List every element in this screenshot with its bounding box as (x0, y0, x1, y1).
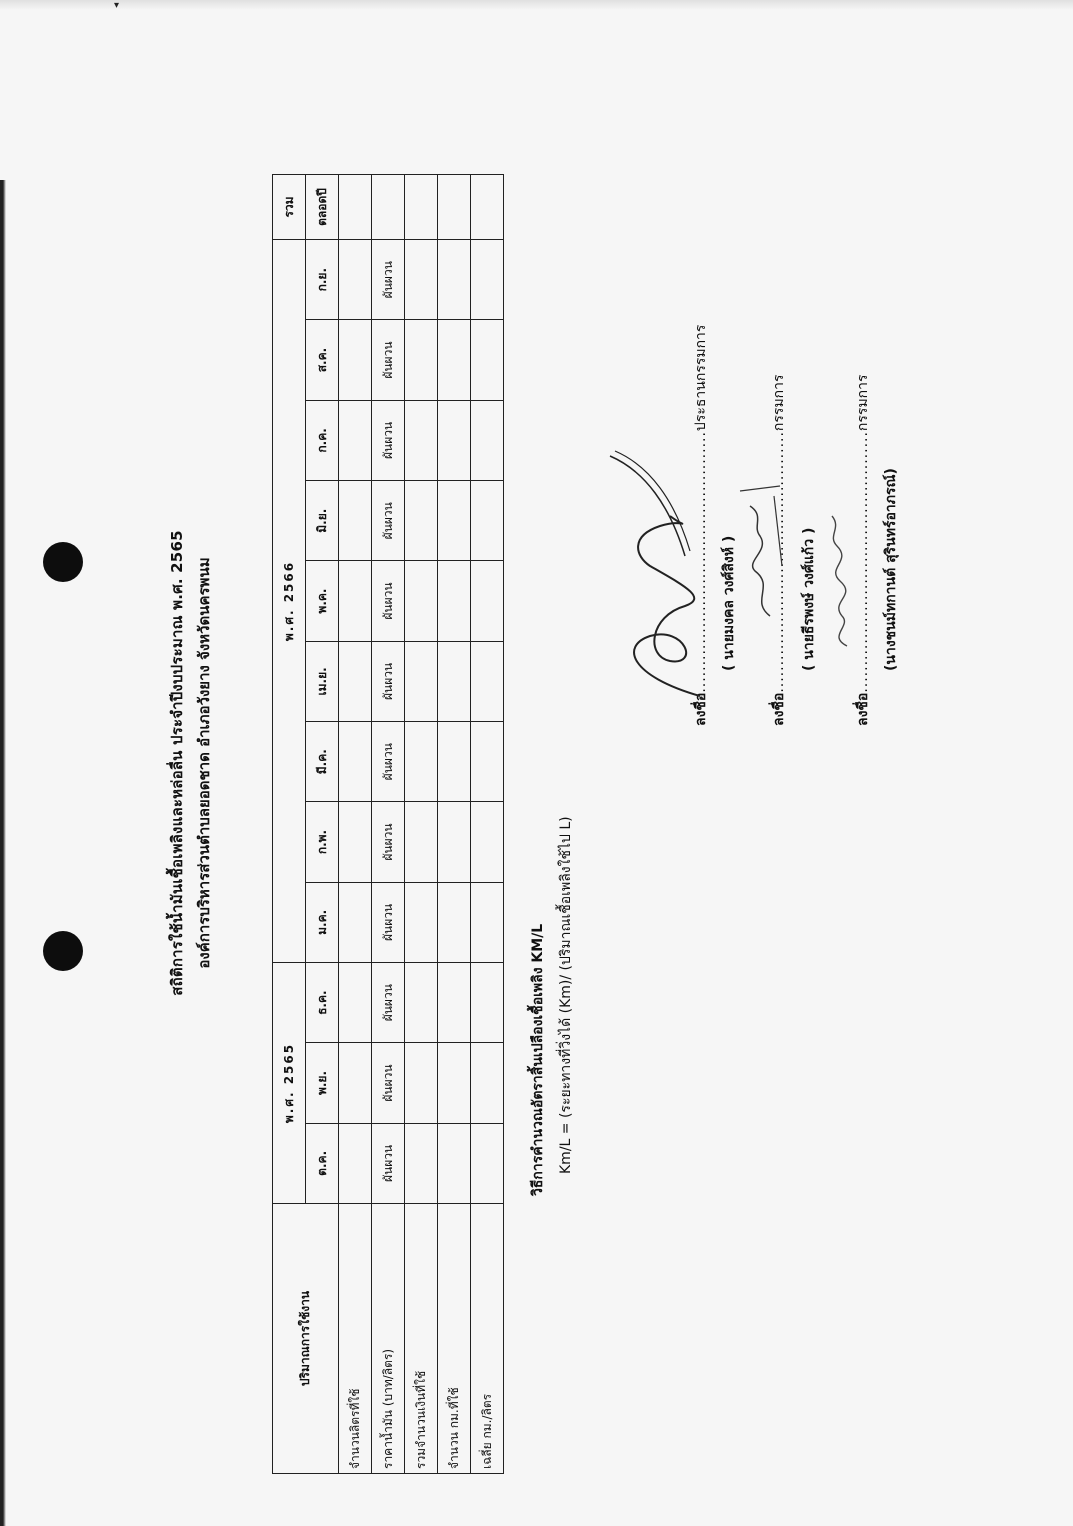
table-cell (438, 320, 471, 400)
table-cell (438, 481, 471, 561)
table-cell (405, 641, 438, 721)
table-cell: ผันผวน (372, 882, 405, 962)
table-cell: ผันผวน (372, 240, 405, 320)
month-header: มิ.ย. (306, 481, 339, 561)
table-cell: ผันผวน (372, 802, 405, 882)
month-header: ก.ค. (306, 400, 339, 480)
year-2565-header: พ.ศ. 2565 (273, 963, 306, 1204)
table-cell (339, 1123, 372, 1203)
table-cell (471, 963, 504, 1043)
table-cell (405, 400, 438, 480)
table-row (438, 175, 471, 1474)
document-subtitle: องค์การบริหารส่วนตำบลยอดชาด อำเภอวังยาง จังหวัดนครพนม (195, 557, 213, 969)
table-cell: ผันผวน (372, 722, 405, 802)
table-row (405, 175, 438, 1474)
table-cell: ผันผวน (372, 320, 405, 400)
table-cell: ผันผวน (372, 963, 405, 1043)
month-header: ต.ค. (306, 1123, 339, 1203)
table-cell (471, 641, 504, 721)
table-cell (405, 320, 438, 400)
signer-role: ประธานกรรมการ (693, 324, 709, 432)
handwritten-signature-chairman (590, 446, 730, 706)
month-header: เม.ย. (306, 641, 339, 721)
total-header: รวม (273, 175, 306, 240)
signature-dots: ................................................ (855, 431, 871, 693)
document-title: สถิติการใช้น้ำมันเชื้อเพลิงและหล่อลื่น ประจำปีงบประมาณ พ.ศ. 2565 (168, 530, 186, 996)
table-cell (471, 481, 504, 561)
row-label: จำนวน กม.ที่ใช้ (438, 1204, 471, 1474)
table-cell: ผันผวน (372, 641, 405, 721)
table-cell (405, 1123, 438, 1203)
month-header: ส.ค. (306, 320, 339, 400)
table-cell (471, 802, 504, 882)
scan-mark: ▾ (114, 0, 120, 11)
table-cell (471, 882, 504, 962)
table-cell (339, 882, 372, 962)
table-cell (438, 1043, 471, 1123)
total-header-year: ตลอดปี (306, 175, 339, 240)
month-header: ก.ย. (306, 240, 339, 320)
row-label: ราคาน้ำมัน (บาท/ลิตร) (372, 1204, 405, 1474)
table-cell (405, 240, 438, 320)
month-header: ก.พ. (306, 802, 339, 882)
table-cell (438, 722, 471, 802)
table-cell (471, 240, 504, 320)
table-cell-total (372, 175, 405, 240)
signature-dots: ................................................ (771, 431, 787, 693)
month-header: ธ.ค. (306, 963, 339, 1043)
table-cell-total (405, 175, 438, 240)
table-cell: ผันผวน (372, 561, 405, 641)
table-cell (471, 722, 504, 802)
table-row (372, 175, 405, 1474)
table-cell (438, 1123, 471, 1203)
table-cell: ผันผวน (372, 481, 405, 561)
table-cell-total (471, 175, 504, 240)
table-row (471, 175, 504, 1474)
handwritten-signature-member-1 (730, 466, 790, 626)
fuel-usage-table (272, 174, 504, 1474)
table-row (339, 175, 372, 1474)
table-cell (405, 481, 438, 561)
table-cell (339, 400, 372, 480)
table-cell (405, 561, 438, 641)
table-cell-total (438, 175, 471, 240)
calculation-formula: Km/L = (ระยะทางที่วิ่งได้ (Km)/ (ปริมาณเชื้อเพลิงใช้ไป L) (558, 816, 574, 1174)
row-label: เฉลี่ย กม./ลิตร (471, 1204, 504, 1474)
table-cell (471, 1043, 504, 1123)
row-label: รวมจำนวนเงินที่ใช้ (405, 1204, 438, 1474)
month-header: ม.ค. (306, 882, 339, 962)
signer-role: กรรมการ (855, 374, 871, 432)
table-cell (339, 1043, 372, 1123)
sign-prefix: ลงชื่อ (855, 692, 871, 726)
signer-name: ( นายธีรพงษ์ วงศ์แก้ว ) (801, 527, 817, 671)
table-cell (405, 963, 438, 1043)
table-cell (339, 641, 372, 721)
calculation-method-heading: วิธีการคำนวณอัตราสิ้นเปลืองเชื้อเพลิง KM/L (530, 923, 546, 1196)
table-cell-total (339, 175, 372, 240)
table-cell (438, 641, 471, 721)
handwritten-signature-member-2 (812, 496, 872, 656)
table-cell (438, 400, 471, 480)
table-cell (438, 240, 471, 320)
table-cell (471, 561, 504, 641)
table-cell (339, 320, 372, 400)
table-cell (339, 963, 372, 1043)
signer-name: ( นายมงคล วงศ์สิงห์ ) (721, 535, 737, 671)
table-cell (438, 561, 471, 641)
usage-column-header: ปริมาณการใช้งาน (273, 1204, 339, 1474)
table-cell (405, 1043, 438, 1123)
table-cell (405, 722, 438, 802)
month-header: มี.ค. (306, 722, 339, 802)
table-cell (471, 400, 504, 480)
table-cell (339, 722, 372, 802)
sign-prefix: ลงชื่อ (693, 692, 709, 726)
table-cell (471, 1123, 504, 1203)
signature-dots: ................................................ (693, 431, 709, 693)
row-label: จำนวนลิตรที่ใช้ (339, 1204, 372, 1474)
table-cell: ผันผวน (372, 1123, 405, 1203)
signer-role: กรรมการ (771, 374, 787, 432)
table-cell (471, 320, 504, 400)
table-cell (438, 882, 471, 962)
table-cell (405, 882, 438, 962)
sign-prefix: ลงชื่อ (771, 692, 787, 726)
table-cell (339, 561, 372, 641)
table-cell: ผันผวน (372, 1043, 405, 1123)
year-2566-header: พ.ศ. 2566 (273, 240, 306, 963)
month-header: พ.ค. (306, 561, 339, 641)
table-cell (339, 481, 372, 561)
table-cell (405, 802, 438, 882)
table-header-row-years (273, 175, 306, 1474)
month-header: พ.ย. (306, 1043, 339, 1123)
table-cell (438, 802, 471, 882)
table-cell: ผันผวน (372, 400, 405, 480)
table-cell (339, 240, 372, 320)
table-cell (339, 802, 372, 882)
signer-name: (นางชนม์ทกานต์ สุรินทร์อาภรณ์) (883, 468, 899, 671)
table-cell (438, 963, 471, 1043)
